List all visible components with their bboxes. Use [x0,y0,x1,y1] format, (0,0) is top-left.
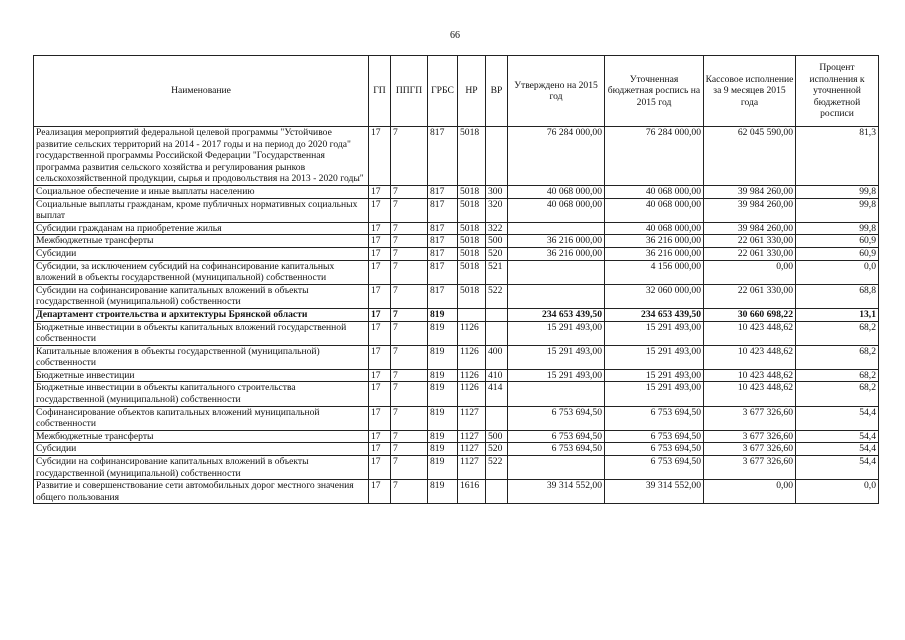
cell-vr [486,321,508,345]
cell-refined: 15 291 493,00 [605,345,704,369]
cell-cash: 22 061 330,00 [704,247,796,260]
cell-grbs: 817 [428,185,458,198]
table-row [34,235,879,248]
cell-approved [508,382,605,406]
table-row [34,369,879,382]
cell-approved [508,456,605,480]
cell-percent: 99,8 [796,198,879,222]
cell-vr: 500 [486,235,508,248]
cell-name: Субсидии на софинансирование капитальных вложений в объекты государственной (муниципальной) собственности [34,284,369,308]
cell-approved: 6 753 694,50 [508,443,605,456]
cell-gp: 17 [369,456,391,480]
cell-grbs: 819 [428,480,458,504]
cell-gp: 17 [369,235,391,248]
cell-ppgp: 7 [391,321,428,345]
cell-cash: 22 061 330,00 [704,235,796,248]
table-header [34,56,879,127]
cell-nr: 1127 [458,443,486,456]
cell-name: Субсидии на софинансирование капитальных вложений в объекты государственной (муниципальной) собственности [34,456,369,480]
header-percent: Процент исполнения к уточненной бюджетной росписи [796,56,879,127]
cell-ppgp: 7 [391,222,428,235]
cell-name: Департамент строительства и архитектуры Брянской области [34,308,369,321]
cell-grbs: 819 [428,406,458,430]
header-vr: ВР [486,56,508,127]
cell-percent: 0,0 [796,260,879,284]
cell-name: Капитальные вложения в объекты государственной (муниципальной) собственности [34,345,369,369]
cell-approved: 36 216 000,00 [508,235,605,248]
cell-nr: 5018 [458,222,486,235]
cell-refined: 234 653 439,50 [605,308,704,321]
header-gp: ГП [369,56,391,127]
cell-cash: 10 423 448,62 [704,382,796,406]
table-row [34,345,879,369]
cell-approved: 234 653 439,50 [508,308,605,321]
cell-nr: 5018 [458,284,486,308]
cell-name: Развитие и совершенствование сети автомобильных дорог местного значения общего пользования [34,480,369,504]
cell-grbs: 817 [428,260,458,284]
cell-cash: 0,00 [704,480,796,504]
cell-approved: 40 068 000,00 [508,185,605,198]
cell-refined: 36 216 000,00 [605,247,704,260]
cell-grbs: 817 [428,198,458,222]
cell-grbs: 819 [428,345,458,369]
cell-nr: 1126 [458,382,486,406]
table-row [34,260,879,284]
header-nr: НР [458,56,486,127]
cell-nr: 5018 [458,185,486,198]
cell-vr: 520 [486,247,508,260]
cell-refined: 15 291 493,00 [605,369,704,382]
cell-nr: 1127 [458,406,486,430]
cell-ppgp: 7 [391,345,428,369]
cell-cash: 3 677 326,60 [704,406,796,430]
cell-refined: 4 156 000,00 [605,260,704,284]
cell-ppgp: 7 [391,443,428,456]
cell-gp: 17 [369,222,391,235]
cell-name: Субсидии гражданам на приобретение жилья [34,222,369,235]
cell-name: Бюджетные инвестиции в объекты капитального строительства государственной (муниципальной) собственности [34,382,369,406]
cell-ppgp: 7 [391,369,428,382]
cell-gp: 17 [369,345,391,369]
cell-approved [508,284,605,308]
table-row [34,406,879,430]
cell-ppgp: 7 [391,456,428,480]
cell-gp: 17 [369,260,391,284]
cell-percent: 13,1 [796,308,879,321]
cell-refined: 39 314 552,00 [605,480,704,504]
cell-nr: 1127 [458,430,486,443]
cell-vr: 520 [486,443,508,456]
cell-vr: 522 [486,456,508,480]
cell-grbs: 819 [428,382,458,406]
cell-approved [508,260,605,284]
cell-name: Межбюджетные трансферты [34,235,369,248]
cell-refined: 6 753 694,50 [605,456,704,480]
cell-refined: 40 068 000,00 [605,185,704,198]
cell-gp: 17 [369,127,391,186]
cell-vr: 521 [486,260,508,284]
cell-grbs: 819 [428,456,458,480]
cell-approved: 40 068 000,00 [508,198,605,222]
cell-percent: 99,8 [796,185,879,198]
cell-ppgp: 7 [391,127,428,186]
cell-percent: 54,4 [796,456,879,480]
cell-name: Субсидии, за исключением субсидий на софинансирование капитальных вложений в объекты государственной (муниципальной) собственности [34,260,369,284]
cell-vr [486,127,508,186]
cell-cash: 10 423 448,62 [704,369,796,382]
table-row [34,284,879,308]
cell-name: Реализация мероприятий федеральной целевой программы "Устойчивое развитие сельских территорий на 2014 - 2017 годы и на период до 2020 года" государственной программы Российской Федерации "Государственная программа развития сельского хозяйства и регулирования рынков сельскохозяйственной продукции, сырья и продовольствия на 2013 - 2020 годы" [34,127,369,186]
header-cash: Кассовое исполнение за 9 месяцев 2015 года [704,56,796,127]
cell-vr [486,406,508,430]
cell-name: Социальное обеспечение и иные выплаты населению [34,185,369,198]
cell-refined: 6 753 694,50 [605,406,704,430]
cell-nr [458,308,486,321]
cell-vr [486,480,508,504]
budget-execution-table [33,55,879,504]
cell-percent: 60,9 [796,247,879,260]
cell-vr: 522 [486,284,508,308]
cell-gp: 17 [369,443,391,456]
table-row [34,222,879,235]
cell-name: Межбюджетные трансферты [34,430,369,443]
cell-gp: 17 [369,430,391,443]
cell-percent: 60,9 [796,235,879,248]
cell-approved: 6 753 694,50 [508,406,605,430]
cell-percent: 99,8 [796,222,879,235]
cell-approved: 6 753 694,50 [508,430,605,443]
table-body [34,127,879,504]
cell-nr: 5018 [458,235,486,248]
cell-vr: 414 [486,382,508,406]
cell-cash: 39 984 260,00 [704,198,796,222]
cell-approved: 15 291 493,00 [508,345,605,369]
cell-ppgp: 7 [391,198,428,222]
cell-percent: 54,4 [796,406,879,430]
cell-vr: 322 [486,222,508,235]
cell-cash: 30 660 698,22 [704,308,796,321]
cell-approved: 39 314 552,00 [508,480,605,504]
cell-refined: 6 753 694,50 [605,443,704,456]
cell-gp: 17 [369,247,391,260]
cell-grbs: 817 [428,127,458,186]
cell-gp: 17 [369,185,391,198]
cell-approved: 15 291 493,00 [508,369,605,382]
table-row [34,247,879,260]
cell-nr: 1126 [458,321,486,345]
cell-cash: 3 677 326,60 [704,443,796,456]
cell-percent: 68,2 [796,382,879,406]
cell-gp: 17 [369,198,391,222]
cell-grbs: 819 [428,321,458,345]
header-approved: Утверждено на 2015 год [508,56,605,127]
cell-refined: 76 284 000,00 [605,127,704,186]
cell-refined: 15 291 493,00 [605,382,704,406]
cell-gp: 17 [369,308,391,321]
cell-cash: 3 677 326,60 [704,456,796,480]
table-row [34,185,879,198]
cell-vr [486,308,508,321]
cell-cash: 39 984 260,00 [704,222,796,235]
cell-nr: 1616 [458,480,486,504]
table-row [34,382,879,406]
cell-ppgp: 7 [391,480,428,504]
cell-nr: 5018 [458,247,486,260]
cell-refined: 40 068 000,00 [605,198,704,222]
cell-grbs: 817 [428,247,458,260]
cell-cash: 10 423 448,62 [704,321,796,345]
header-grbs: ГРБС [428,56,458,127]
cell-nr: 1126 [458,369,486,382]
cell-vr: 410 [486,369,508,382]
cell-grbs: 819 [428,308,458,321]
table-row [34,480,879,504]
cell-grbs: 817 [428,235,458,248]
header-row [34,56,879,127]
cell-ppgp: 7 [391,406,428,430]
table-row-department [34,308,879,321]
cell-approved: 36 216 000,00 [508,247,605,260]
cell-gp: 17 [369,284,391,308]
cell-vr: 320 [486,198,508,222]
cell-ppgp: 7 [391,430,428,443]
cell-grbs: 819 [428,443,458,456]
cell-nr: 5018 [458,198,486,222]
header-ppgp: ППГП [391,56,428,127]
cell-name: Субсидии [34,247,369,260]
table-row [34,430,879,443]
cell-percent: 68,2 [796,321,879,345]
cell-approved [508,222,605,235]
cell-percent: 54,4 [796,430,879,443]
cell-vr: 300 [486,185,508,198]
cell-refined: 40 068 000,00 [605,222,704,235]
cell-approved: 15 291 493,00 [508,321,605,345]
cell-gp: 17 [369,382,391,406]
cell-grbs: 819 [428,430,458,443]
cell-name: Субсидии [34,443,369,456]
cell-ppgp: 7 [391,382,428,406]
cell-ppgp: 7 [391,260,428,284]
cell-grbs: 817 [428,284,458,308]
cell-grbs: 819 [428,369,458,382]
cell-vr: 400 [486,345,508,369]
cell-ppgp: 7 [391,247,428,260]
cell-ppgp: 7 [391,308,428,321]
page-number: 66 [450,30,460,41]
cell-cash: 62 045 590,00 [704,127,796,186]
table-row [34,456,879,480]
cell-percent: 0,0 [796,480,879,504]
header-name: Наименование [34,56,369,127]
cell-grbs: 817 [428,222,458,235]
cell-percent: 68,2 [796,345,879,369]
cell-cash: 22 061 330,00 [704,284,796,308]
cell-nr: 5018 [458,260,486,284]
cell-ppgp: 7 [391,185,428,198]
cell-cash: 3 677 326,60 [704,430,796,443]
cell-name: Бюджетные инвестиции [34,369,369,382]
cell-nr: 1126 [458,345,486,369]
cell-name: Софинансирование объектов капитальных вложений муниципальной собственности [34,406,369,430]
cell-refined: 15 291 493,00 [605,321,704,345]
cell-refined: 32 060 000,00 [605,284,704,308]
cell-ppgp: 7 [391,235,428,248]
table-row [34,443,879,456]
cell-gp: 17 [369,321,391,345]
table-row [34,198,879,222]
cell-gp: 17 [369,369,391,382]
cell-nr: 1127 [458,456,486,480]
cell-vr: 500 [486,430,508,443]
cell-cash: 39 984 260,00 [704,185,796,198]
cell-refined: 6 753 694,50 [605,430,704,443]
cell-percent: 81,3 [796,127,879,186]
cell-percent: 68,8 [796,284,879,308]
cell-nr: 5018 [458,127,486,186]
cell-name: Бюджетные инвестиции в объекты капитальных вложений государственной собственности [34,321,369,345]
cell-cash: 10 423 448,62 [704,345,796,369]
cell-ppgp: 7 [391,284,428,308]
table-row [34,127,879,186]
cell-name: Социальные выплаты гражданам, кроме публичных нормативных социальных выплат [34,198,369,222]
cell-refined: 36 216 000,00 [605,235,704,248]
cell-percent: 54,4 [796,443,879,456]
cell-gp: 17 [369,480,391,504]
header-refined: Уточненная бюджетная роспись на 2015 год [605,56,704,127]
cell-gp: 17 [369,406,391,430]
cell-percent: 68,2 [796,369,879,382]
cell-approved: 76 284 000,00 [508,127,605,186]
cell-cash: 0,00 [704,260,796,284]
table-row [34,321,879,345]
